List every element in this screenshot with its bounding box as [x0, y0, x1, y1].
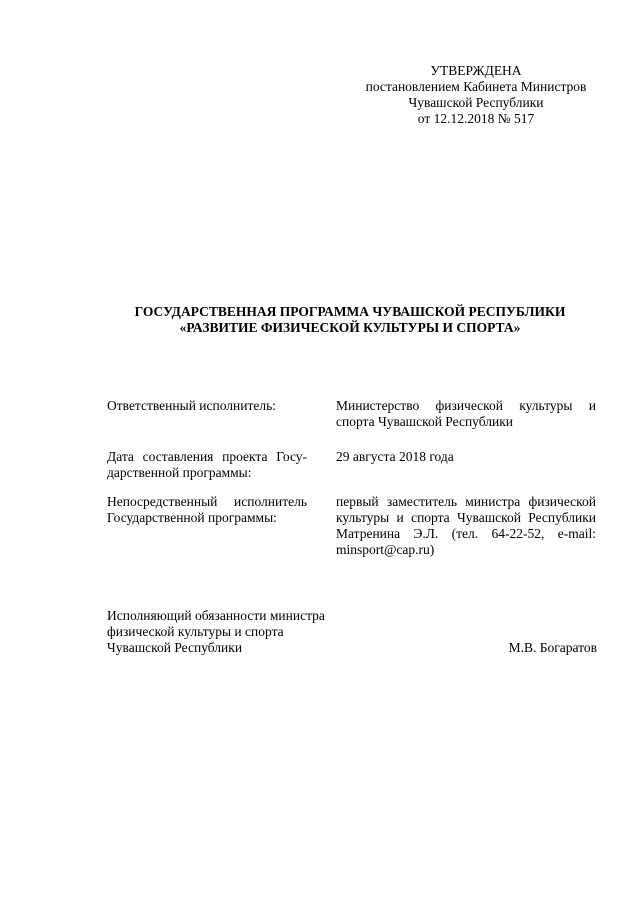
program-title-line-1: ГОСУДАРСТВЕННАЯ ПРОГРАММА ЧУВАШСКОЙ РЕСПУБЛИКИ [134, 304, 566, 319]
program-title [100, 304, 600, 336]
value-line: Министерство физической культуры и [336, 398, 596, 413]
label-line: Дата составления проекта Госу- [107, 449, 307, 464]
label-line: Ответственный исполнитель: [107, 398, 277, 413]
executor-value [336, 494, 596, 558]
value-line: minsport@cap.ru) [336, 542, 435, 557]
signer-position-line: физической культуры и спорта [107, 624, 284, 639]
signer-name: М.В. Богаратов [508, 640, 597, 655]
date-value [336, 449, 596, 465]
value-line: Матренина Э.Л. (тел. 64-22-52, e-mail: [336, 526, 596, 541]
label-line: Государственной программы: [107, 510, 277, 525]
label-line: Непосредственный исполнитель [107, 494, 307, 509]
value-line: культуры и спорта Чувашской Республики [336, 510, 596, 525]
approval-authority: постановлением Кабинета Министров [365, 79, 587, 94]
signer-position-line: Чувашской Республики [107, 640, 243, 655]
approval-region: Чувашской Республики [408, 95, 544, 110]
value-line: спорта Чувашской Республики [336, 414, 514, 429]
executor-label [107, 494, 307, 526]
responsible-value [336, 398, 596, 430]
approval-stamp [356, 63, 596, 127]
signer-position-line: Исполняющий обязанности министра [107, 608, 325, 623]
approval-heading: УТВЕРЖДЕНА [430, 63, 522, 78]
responsible-label [107, 398, 307, 414]
program-title-line-2: «РАЗВИТИЕ ФИЗИЧЕСКОЙ КУЛЬТУРЫ И СПОРТА» [179, 320, 521, 335]
value-line: 29 августа 2018 года [336, 449, 454, 464]
signature-block [107, 608, 597, 656]
date-label [107, 449, 307, 481]
approval-date-number: от 12.12.2018 № 517 [417, 111, 535, 126]
label-line: дарственной программы: [107, 465, 252, 480]
value-line: первый заместитель министра физической [336, 494, 596, 509]
